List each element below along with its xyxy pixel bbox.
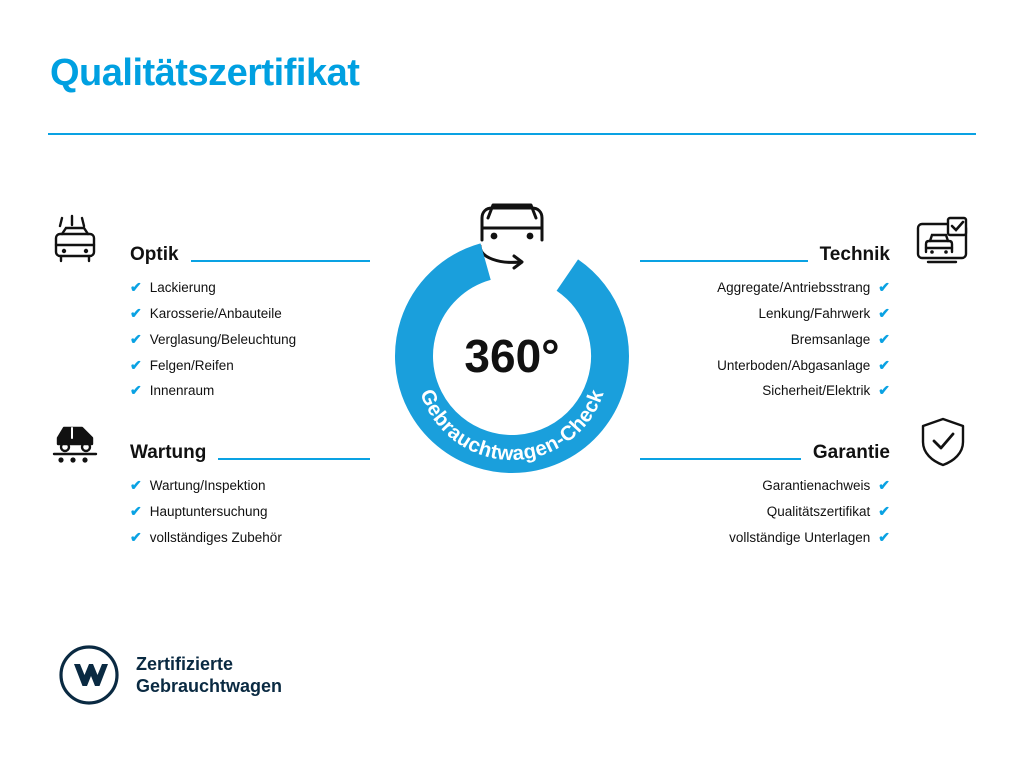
section-wartung-list: [130, 478, 370, 546]
list-item: [640, 504, 890, 520]
check-icon: ✔: [130, 356, 142, 373]
check-icon: ✔: [130, 382, 142, 399]
section-optik-header: [130, 232, 370, 266]
list-item-label: Garantienachweis: [762, 478, 871, 493]
section-optik-list: [130, 280, 370, 399]
check-icon: ✔: [878, 279, 890, 295]
check-icon: ✔: [878, 382, 890, 399]
car-lift-icon: [48, 412, 110, 479]
check-icon: ✔: [878, 528, 890, 545]
list-item: [640, 358, 890, 374]
section-wartung-header: [130, 430, 370, 464]
check-icon: ✔: [130, 528, 142, 545]
shield-check-icon: [916, 414, 974, 477]
svg-text:Gebrauchtwagen-Check: Gebrauchtwagen-Check: [415, 385, 609, 466]
list-item: [640, 306, 890, 322]
check-icon: ✔: [130, 304, 142, 321]
list-item-label: Karosserie/Anbauteile: [149, 305, 282, 321]
list-item-label: Wartung/Inspektion: [149, 478, 266, 493]
list-item: [640, 332, 890, 348]
section-garantie-rule: [640, 458, 801, 460]
list-item-label: Innenraum: [149, 383, 215, 399]
check-icon: ✔: [130, 279, 142, 295]
ring-label: [380, 232, 644, 480]
section-technik-header: [640, 232, 890, 266]
list-item-label: vollständiges Zubehör: [149, 529, 282, 545]
check-icon: ✔: [130, 502, 142, 519]
degree-label: 360°: [464, 330, 560, 382]
section-wartung-title: Wartung: [130, 442, 207, 463]
page-title: Qualitätszertifikat: [50, 52, 360, 94]
list-item: [130, 530, 370, 546]
check-icon: ✔: [130, 477, 142, 493]
title-divider: [48, 133, 976, 135]
list-item: [640, 383, 890, 399]
list-item: [130, 383, 370, 399]
section-technik-title: Technik: [819, 244, 890, 265]
list-item: [130, 358, 370, 374]
list-item-label: Lackierung: [149, 280, 216, 295]
section-garantie-title: Garantie: [812, 442, 890, 463]
footer-line-2: Gebrauchtwagen: [136, 676, 283, 696]
vw-logo: [58, 644, 120, 706]
section-technik-rule: [640, 260, 808, 262]
section-technik: [640, 232, 890, 415]
list-item: [640, 530, 890, 546]
list-item-label: Bremsanlage: [790, 331, 871, 347]
section-optik-rule: [191, 260, 370, 262]
section-wartung: [130, 430, 370, 562]
footer-brand: [58, 644, 282, 706]
list-item: [130, 280, 370, 296]
section-garantie-header: [640, 430, 890, 464]
check-icon: ✔: [878, 477, 890, 493]
list-item-label: Sicherheit/Elektrik: [762, 383, 871, 399]
center-badge: [380, 196, 644, 486]
section-garantie-list: [640, 478, 890, 546]
car-wash-icon: [48, 212, 110, 279]
check-icon: ✔: [878, 330, 890, 347]
section-technik-list: [640, 280, 890, 399]
list-item-label: Lenkung/Fahrwerk: [758, 305, 871, 321]
section-wartung-rule: [218, 458, 370, 460]
list-item: [640, 280, 890, 296]
section-optik-title: Optik: [130, 244, 179, 265]
check-icon: ✔: [878, 502, 890, 519]
check-icon: ✔: [878, 356, 890, 373]
list-item-label: Qualitätszertifikat: [766, 503, 871, 519]
list-item-label: Unterboden/Abgasanlage: [717, 357, 871, 373]
section-optik: [130, 232, 370, 415]
list-item: [640, 478, 890, 494]
list-item-label: Hauptuntersuchung: [149, 503, 268, 519]
car-check-display-icon: [912, 212, 974, 279]
list-item: [130, 332, 370, 348]
list-item-label: Verglasung/Beleuchtung: [149, 331, 297, 347]
list-item: [130, 504, 370, 520]
footer-text: [136, 653, 282, 698]
list-item: [130, 478, 370, 494]
list-item-label: vollständige Unterlagen: [729, 529, 871, 545]
section-garantie: [640, 430, 890, 562]
check-icon: ✔: [130, 330, 142, 347]
footer-line-1: Zertifizierte: [136, 653, 234, 674]
list-item: [130, 306, 370, 322]
list-item-label: Felgen/Reifen: [149, 357, 234, 373]
check-icon: ✔: [878, 304, 890, 321]
list-item-label: Aggregate/Antriebsstrang: [717, 280, 871, 295]
